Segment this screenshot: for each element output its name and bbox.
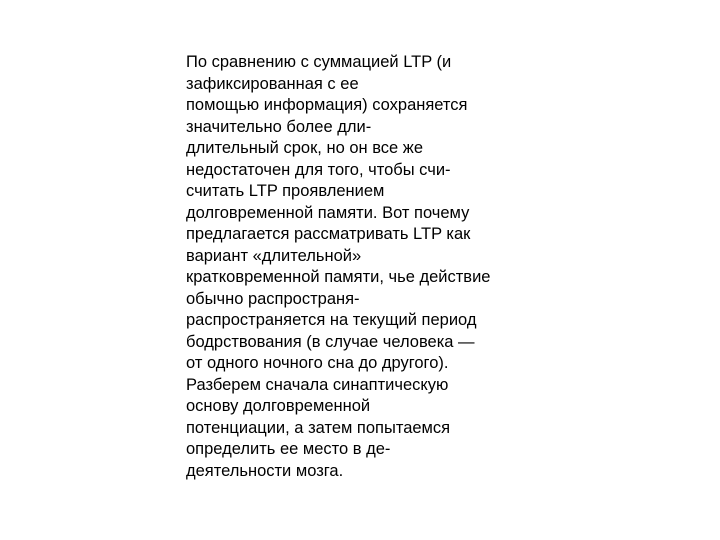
text-line: вариант «длительной» [186,246,362,265]
text-line: Разберем сначала синаптическую [186,375,449,394]
text-line: считать LTP проявлением [186,182,385,200]
text-line: распространяется на текущий период [186,311,477,329]
text-line: длительный срок, но он все же [186,139,424,157]
text-line: зафиксированная с ее [186,74,359,93]
text-line: основу долговременной [186,397,371,415]
text-line: определить ее место в де- [186,440,391,458]
text-line: от одного ночного сна до другого). [186,354,449,372]
text-line: значительно более дли- [186,117,372,136]
paragraph [186,52,546,482]
text-line: предлагается рассматривать LTP как [186,225,471,243]
text-line: По сравнению с суммацией LTP (и [186,53,452,71]
text-line: бодрствования (в случае человека — [186,332,475,351]
text-line: деятельности мозга. [186,461,344,480]
text-line: потенциации, а затем попытаемся [186,418,451,437]
text-line: кратковременной памяти, чье действие [186,268,491,286]
text-line: обычно распространя- [186,289,360,308]
text-line: помощью информация) сохраняется [186,96,468,114]
text-line: недостаточен для того, чтобы счи- [186,160,451,179]
text-line: долговременной памяти. Вот почему [186,203,470,222]
